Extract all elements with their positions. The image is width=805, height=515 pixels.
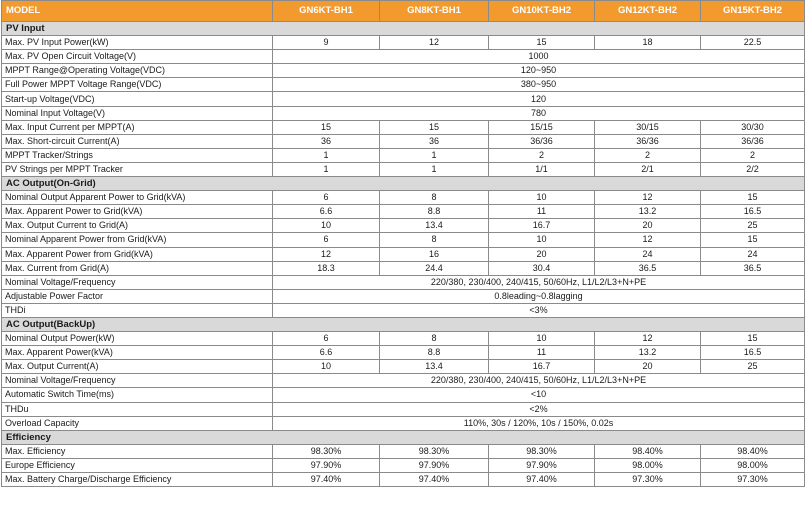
spec-value: 98.30%: [380, 444, 489, 458]
spec-label: THDu: [2, 402, 273, 416]
spec-value: 24: [595, 247, 701, 261]
spec-value: 15: [380, 120, 489, 134]
spec-value: 15: [701, 332, 805, 346]
spec-row: [2, 106, 805, 120]
spec-value: 16.5: [701, 346, 805, 360]
spec-value: 25: [701, 219, 805, 233]
spec-value: 30/15: [595, 120, 701, 134]
spec-row: [2, 191, 805, 205]
spec-value: 1/1: [489, 162, 595, 176]
spec-row: [2, 346, 805, 360]
spec-row: [2, 36, 805, 50]
spec-label: Nominal Voltage/Frequency: [2, 374, 273, 388]
spec-value: 97.40%: [380, 473, 489, 487]
spec-value: 120~950: [273, 64, 805, 78]
spec-value: 15: [701, 191, 805, 205]
spec-label: Nominal Output Power(kW): [2, 332, 273, 346]
spec-value: 30/30: [701, 120, 805, 134]
spec-table: [1, 0, 805, 487]
spec-label: Full Power MPPT Voltage Range(VDC): [2, 78, 273, 92]
spec-value: 36: [380, 134, 489, 148]
section-row: [2, 317, 805, 331]
spec-value: 30.4: [489, 261, 595, 275]
spec-value: 16.7: [489, 219, 595, 233]
spec-row: [2, 275, 805, 289]
spec-value: 8: [380, 191, 489, 205]
spec-value: 18.3: [273, 261, 380, 275]
spec-value: 11: [489, 205, 595, 219]
spec-value: 36/36: [489, 134, 595, 148]
spec-value: 98.30%: [273, 444, 380, 458]
spec-value: 97.90%: [273, 458, 380, 472]
spec-value: 98.00%: [701, 458, 805, 472]
spec-label: Max. Input Current per MPPT(A): [2, 120, 273, 134]
spec-value: 15: [489, 36, 595, 50]
spec-row: [2, 134, 805, 148]
spec-label: Max. Current from Grid(A): [2, 261, 273, 275]
spec-value: 8: [380, 233, 489, 247]
spec-value: 2/2: [701, 162, 805, 176]
spec-value: 12: [380, 36, 489, 50]
spec-value: 36: [273, 134, 380, 148]
spec-value: 13.4: [380, 219, 489, 233]
spec-value: <2%: [273, 402, 805, 416]
spec-value: 20: [489, 247, 595, 261]
spec-value: 6.6: [273, 346, 380, 360]
section-title: AC Output(BackUp): [2, 317, 805, 331]
spec-value: 1: [273, 162, 380, 176]
spec-label: Max. Output Current(A): [2, 360, 273, 374]
spec-value: 20: [595, 219, 701, 233]
spec-value: 16.5: [701, 205, 805, 219]
spec-value: 20: [595, 360, 701, 374]
model-column-header: GN6KT-BH1: [273, 1, 380, 22]
spec-label: Max. Battery Charge/Discharge Efficiency: [2, 473, 273, 487]
spec-row: [2, 92, 805, 106]
spec-row: [2, 162, 805, 176]
spec-value: 120: [273, 92, 805, 106]
spec-label: Overload Capacity: [2, 416, 273, 430]
spec-label: Max. Efficiency: [2, 444, 273, 458]
spec-row: [2, 332, 805, 346]
spec-value: 6: [273, 191, 380, 205]
spec-value: 13.2: [595, 205, 701, 219]
spec-value: 11: [489, 346, 595, 360]
spec-value: <10: [273, 388, 805, 402]
spec-label: Nominal Input Voltage(V): [2, 106, 273, 120]
spec-row: [2, 120, 805, 134]
spec-value: <3%: [273, 303, 805, 317]
spec-value: 22.5: [701, 36, 805, 50]
spec-value: 12: [595, 332, 701, 346]
spec-row: [2, 78, 805, 92]
model-header: MODEL: [2, 1, 273, 22]
header-row: [2, 1, 805, 22]
spec-row: [2, 289, 805, 303]
section-row: [2, 22, 805, 36]
spec-row: [2, 374, 805, 388]
spec-row: [2, 219, 805, 233]
spec-value: 97.30%: [701, 473, 805, 487]
spec-label: PV Strings per MPPT Tracker: [2, 162, 273, 176]
spec-value: 6: [273, 233, 380, 247]
spec-label: Max. PV Input Power(kW): [2, 36, 273, 50]
spec-value: 97.90%: [380, 458, 489, 472]
spec-value: 16: [380, 247, 489, 261]
spec-value: 36/36: [595, 134, 701, 148]
spec-value: 15: [701, 233, 805, 247]
spec-value: 97.40%: [273, 473, 380, 487]
section-row: [2, 177, 805, 191]
spec-value: 13.2: [595, 346, 701, 360]
spec-label: Nominal Output Apparent Power to Grid(kVA): [2, 191, 273, 205]
spec-value: 6: [273, 332, 380, 346]
spec-value: 9: [273, 36, 380, 50]
spec-value: 8.8: [380, 205, 489, 219]
model-column-header: GN12KT-BH2: [595, 1, 701, 22]
spec-value: 1000: [273, 50, 805, 64]
spec-value: 97.30%: [595, 473, 701, 487]
spec-value: 2: [489, 148, 595, 162]
spec-value: 8.8: [380, 346, 489, 360]
spec-value: 16.7: [489, 360, 595, 374]
spec-value: 2/1: [595, 162, 701, 176]
spec-value: 12: [273, 247, 380, 261]
spec-value: 36/36: [701, 134, 805, 148]
section-title: Efficiency: [2, 430, 805, 444]
spec-value: 97.90%: [489, 458, 595, 472]
spec-value: 15/15: [489, 120, 595, 134]
spec-row: [2, 247, 805, 261]
spec-value: 220/380, 230/400, 240/415, 50/60Hz, L1/L2/L3+N+PE: [273, 275, 805, 289]
section-title: AC Output(On-Grid): [2, 177, 805, 191]
spec-label: Max. Apparent Power from Grid(kVA): [2, 247, 273, 261]
spec-value: 8: [380, 332, 489, 346]
model-column-header: GN10KT-BH2: [489, 1, 595, 22]
spec-value: 98.40%: [701, 444, 805, 458]
spec-body: [2, 22, 805, 487]
spec-value: 2: [701, 148, 805, 162]
spec-row: [2, 458, 805, 472]
spec-value: 36.5: [595, 261, 701, 275]
spec-value: 10: [489, 191, 595, 205]
spec-value: 15: [273, 120, 380, 134]
spec-value: 10: [273, 360, 380, 374]
spec-value: 25: [701, 360, 805, 374]
spec-value: 220/380, 230/400, 240/415, 50/60Hz, L1/L2/L3+N+PE: [273, 374, 805, 388]
model-column-header: GN8KT-BH1: [380, 1, 489, 22]
spec-row: [2, 233, 805, 247]
model-column-header: GN15KT-BH2: [701, 1, 805, 22]
spec-row: [2, 148, 805, 162]
spec-value: 380~950: [273, 78, 805, 92]
spec-label: Nominal Voltage/Frequency: [2, 275, 273, 289]
spec-value: 1: [380, 148, 489, 162]
spec-label: Europe Efficiency: [2, 458, 273, 472]
spec-value: 36.5: [701, 261, 805, 275]
spec-value: 18: [595, 36, 701, 50]
spec-row: [2, 416, 805, 430]
spec-label: Start-up Voltage(VDC): [2, 92, 273, 106]
spec-value: 12: [595, 233, 701, 247]
spec-value: 110%, 30s / 120%, 10s / 150%, 0.02s: [273, 416, 805, 430]
spec-value: 10: [489, 233, 595, 247]
section-row: [2, 430, 805, 444]
spec-label: MPPT Range@Operating Voltage(VDC): [2, 64, 273, 78]
spec-value: 10: [489, 332, 595, 346]
spec-label: Max. Output Current to Grid(A): [2, 219, 273, 233]
spec-row: [2, 402, 805, 416]
spec-value: 10: [273, 219, 380, 233]
spec-label: Max. Apparent Power(kVA): [2, 346, 273, 360]
spec-value: 13.4: [380, 360, 489, 374]
spec-value: 24: [701, 247, 805, 261]
spec-row: [2, 444, 805, 458]
spec-value: 24.4: [380, 261, 489, 275]
spec-row: [2, 473, 805, 487]
spec-row: [2, 205, 805, 219]
spec-label: Max. PV Open Circuit Voltage(V): [2, 50, 273, 64]
section-title: PV Input: [2, 22, 805, 36]
spec-value: 6.6: [273, 205, 380, 219]
spec-label: MPPT Tracker/Strings: [2, 148, 273, 162]
spec-row: [2, 388, 805, 402]
spec-value: 0.8leading~0.8lagging: [273, 289, 805, 303]
spec-label: Max. Short-circuit Current(A): [2, 134, 273, 148]
spec-value: 1: [380, 162, 489, 176]
spec-label: Adjustable Power Factor: [2, 289, 273, 303]
spec-label: THDi: [2, 303, 273, 317]
spec-value: 97.40%: [489, 473, 595, 487]
spec-row: [2, 50, 805, 64]
spec-value: 98.40%: [595, 444, 701, 458]
spec-row: [2, 261, 805, 275]
spec-value: 98.30%: [489, 444, 595, 458]
spec-row: [2, 360, 805, 374]
spec-row: [2, 64, 805, 78]
spec-row: [2, 303, 805, 317]
spec-value: 1: [273, 148, 380, 162]
spec-label: Max. Apparent Power to Grid(kVA): [2, 205, 273, 219]
spec-value: 2: [595, 148, 701, 162]
spec-label: Nominal Apparent Power from Grid(kVA): [2, 233, 273, 247]
spec-value: 12: [595, 191, 701, 205]
spec-value: 98.00%: [595, 458, 701, 472]
spec-value: 780: [273, 106, 805, 120]
spec-label: Automatic Switch Time(ms): [2, 388, 273, 402]
